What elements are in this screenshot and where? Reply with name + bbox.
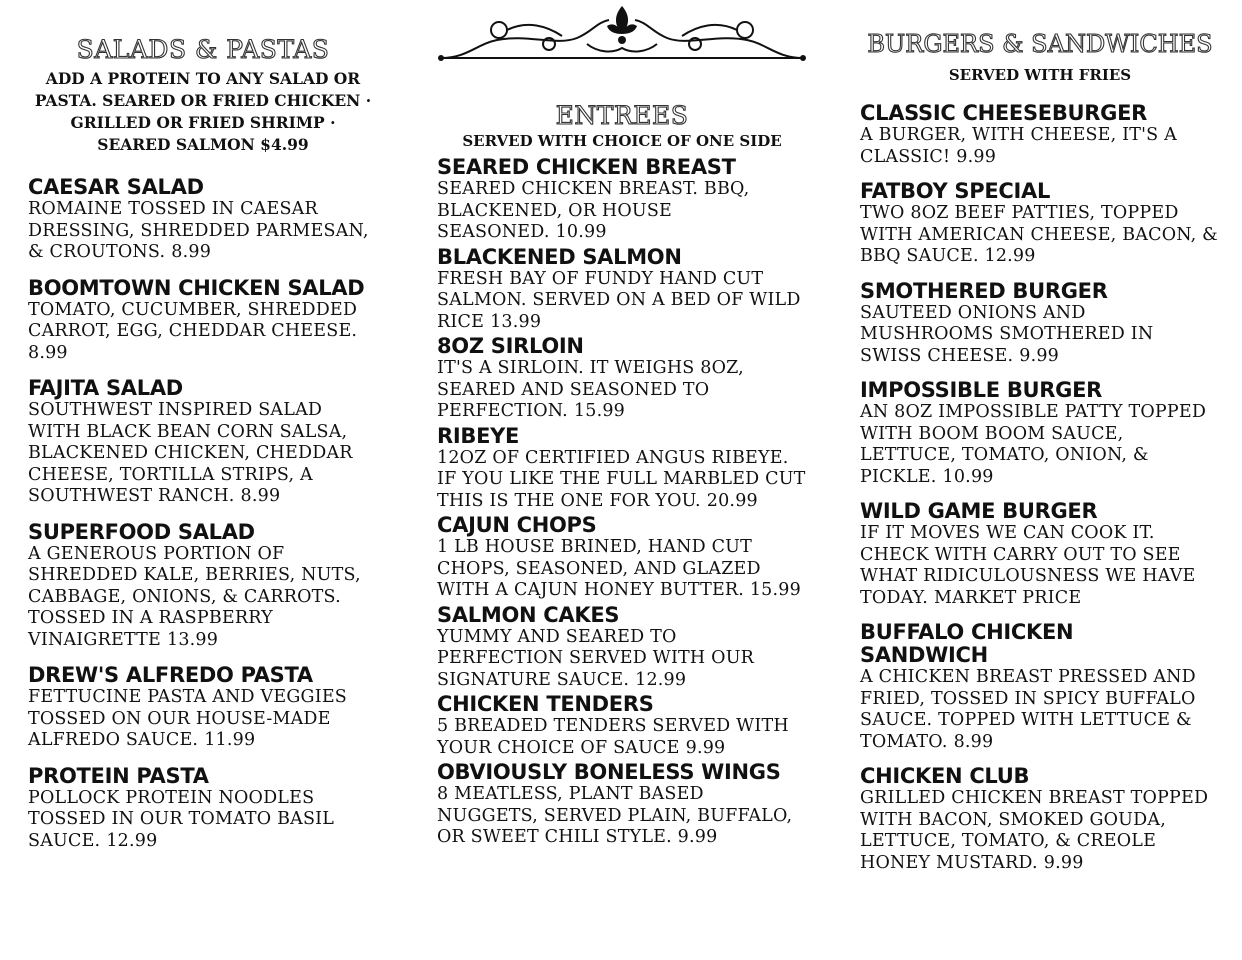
menu-item (437, 693, 807, 759)
item-description (860, 203, 1220, 268)
item-price: 8.99 (953, 731, 994, 752)
item-name: DREW'S ALFREDO PASTA (28, 663, 313, 687)
item-price: 13.99 (167, 629, 219, 650)
item-price: 13.99 (490, 311, 542, 332)
item-description (437, 784, 807, 849)
item-name: 8OZ SIRLOIN (437, 334, 584, 358)
item-price: 20.99 (706, 490, 758, 511)
item-price: 9.99 (685, 737, 726, 758)
item-description (28, 687, 378, 752)
menu-item (28, 176, 378, 264)
item-name: RIBEYE (437, 423, 520, 448)
item-price: 9.99 (677, 827, 718, 847)
menu-item (860, 280, 1220, 368)
item-name: SEARED CHICKEN BREAST (437, 155, 736, 179)
item-price: 8.99 (240, 486, 281, 506)
protein-addon-note: ADD A PROTEIN TO ANY SALAD OR PASTA. SEARED OR FRIED CHICKEN · GRILLED OR FRIED SHRIMP · SEARED SALMON $4.99 (34, 69, 372, 154)
item-desc-text: FETTUCINE PASTA AND VEGGIES TOSSED ON OUR HOUSE-MADE ALFREDO SAUCE. (28, 687, 347, 750)
item-name: FATBOY SPECIAL (860, 179, 1051, 203)
menu-item (28, 765, 378, 853)
item-description (437, 627, 807, 692)
item-name: BUFFALO CHICKEN SANDWICH (860, 620, 1074, 667)
item-description (437, 716, 807, 759)
section-title-entrees: ENTREES (555, 101, 689, 130)
item-desc-text: 1 LB HOUSE BRINED, HAND CUT CHOPS, SEASONED, AND GLAZED WITH A CAJUN HONEY BUTTER. (437, 537, 761, 600)
item-desc-text: TWO 8OZ BEEF PATTIES, TOPPED WITH AMERICAN CHEESE, BACON, & BBQ SAUCE. (860, 203, 1218, 266)
item-desc-text: 8 MEATLESS, PLANT BASED NUGGETS, SERVED PLAIN, BUFFALO, OR SWEET CHILI STYLE. (437, 784, 793, 847)
menu-item (860, 379, 1220, 488)
menu-item (28, 377, 378, 508)
item-desc-text: IT'S A SIRLOIN. IT WEIGHS 8OZ, SEARED AND SEASONED TO PERFECTION. (437, 358, 744, 421)
item-price: 12.99 (984, 246, 1036, 266)
salads-pastas-column (28, 0, 378, 865)
item-name: BLACKENED SALMON (437, 244, 682, 269)
item-price: 12.99 (106, 830, 158, 851)
item-price: 9.99 (956, 146, 997, 167)
menu-item (437, 761, 807, 849)
item-desc-text: FRESH BAY OF FUNDY HAND CUT SALMON. SERVED ON A BED OF WILD RICE (437, 268, 801, 332)
item-description (437, 358, 807, 423)
menu-item (28, 664, 378, 752)
item-name: CAJUN CHOPS (437, 513, 597, 537)
item-name: PROTEIN PASTA (28, 763, 209, 788)
menu-item (860, 621, 1220, 753)
section-title-burgers-sandwiches: BURGERS & SANDWICHES (867, 30, 1213, 58)
item-price: 12.99 (635, 669, 687, 690)
item-name: WILD GAME BURGER (860, 499, 1098, 523)
item-price: 10.99 (942, 466, 994, 487)
item-desc-text: TOMATO, CUCUMBER, SHREDDED CARROT, EGG, CHEDDAR CHEESE. (28, 299, 358, 341)
item-desc-text: SOUTHWEST INSPIRED SALAD WITH BLACK BEAN CORN SALSA, BLACKENED CHICKEN, CHEDDAR CHEESE, TORTILLA STRIPS, A SOUTHWEST RANCH. (28, 400, 353, 506)
item-description (437, 269, 807, 334)
item-name: CAESAR SALAD (28, 175, 204, 199)
menu-item (28, 277, 378, 365)
item-description (437, 448, 807, 513)
menu-item (28, 521, 378, 652)
item-description (28, 544, 378, 652)
entrees-subtitle: SERVED WITH CHOICE OF ONE SIDE (462, 132, 782, 150)
menu-item (860, 102, 1220, 168)
item-name: SUPERFOOD SALAD (28, 519, 255, 544)
item-desc-text: AN 8OZ IMPOSSIBLE PATTY TOPPED WITH BOOM BOOM SAUCE, LETTUCE, TOMATO, ONION, & PICKLE. (860, 402, 1207, 487)
item-price: MARKET PRICE (934, 587, 1082, 608)
entrees-column (437, 0, 807, 851)
item-description (28, 788, 378, 853)
item-desc-text: A GENEROUS PORTION OF SHREDDED KALE, BERRIES, NUTS, CABBAGE, ONIONS, & CARROTS. TOSSED IN A RASPBERRY VINAIGRETTE (28, 543, 361, 650)
item-price: 9.99 (1043, 852, 1084, 873)
item-name: OBVIOUSLY BONELESS WINGS (437, 760, 781, 784)
item-desc-text: SAUTEED ONIONS AND MUSHROOMS SMOTHERED IN SWISS CHEESE. (860, 302, 1154, 366)
item-price: 8.99 (28, 342, 68, 363)
item-desc-text: SEARED CHICKEN BREAST. BBQ, BLACKENED, OR HOUSE SEASONED. (437, 179, 750, 242)
item-desc-text: 12OZ OF CERTIFIED ANGUS RIBEYE. IF YOU LIKE THE FULL MARBLED CUT THIS IS THE ONE FOR YOU. (437, 447, 806, 511)
item-description (860, 667, 1220, 753)
item-name: CHICKEN CLUB (860, 764, 1030, 788)
scroll-flourish-icon (437, 0, 807, 70)
item-description (28, 199, 378, 264)
burgers-sandwiches-column (860, 0, 1220, 886)
item-description (437, 537, 807, 602)
item-price: 9.99 (1019, 345, 1060, 366)
item-desc-text: GRILLED CHICKEN BREAST TOPPED WITH BACON, SMOKED GOUDA, LETTUCE, TOMATO, & CREOLE HONEY MUSTARD. (860, 788, 1209, 873)
item-desc-text: IF IT MOVES WE CAN COOK IT. CHECK WITH CARRY OUT TO SEE WHAT RIDICULOUSNESS WE HAVE TODAY. (860, 523, 1196, 608)
item-name: SMOTHERED BURGER (860, 278, 1108, 303)
menu-item (437, 156, 807, 244)
item-description (860, 523, 1220, 609)
item-description (860, 788, 1220, 874)
item-description (860, 402, 1220, 488)
item-desc-text: YUMMY AND SEARED TO PERFECTION SERVED WITH OUR SIGNATURE SAUCE. (437, 626, 755, 690)
item-price: 15.99 (749, 580, 801, 600)
item-description (860, 303, 1220, 368)
item-description (860, 125, 1220, 168)
menu-item (860, 180, 1220, 268)
menu-item (437, 246, 807, 334)
menu-item (437, 425, 807, 513)
menu-item (437, 604, 807, 692)
section-title-salads-pastas: SALADS & PASTAS (76, 35, 330, 64)
item-name: IMPOSSIBLE BURGER (860, 378, 1102, 402)
item-name: BOOMTOWN CHICKEN SALAD (28, 275, 365, 300)
item-price: 15.99 (573, 401, 626, 421)
item-price: 10.99 (555, 222, 607, 242)
item-desc-text: A BURGER, WITH CHEESE, IT'S A CLASSIC! (860, 125, 1177, 167)
item-name: SALMON CAKES (437, 602, 620, 627)
item-desc-text: 5 BREADED TENDERS SERVED WITH YOUR CHOICE OF SAUCE (437, 716, 789, 758)
item-desc-text: POLLOCK PROTEIN NOODLES TOSSED IN OUR TOMATO BASIL SAUCE. (28, 787, 335, 851)
burgers-subtitle: SERVED WITH FRIES (948, 66, 1132, 84)
item-price: 8.99 (171, 242, 212, 262)
menu-item (437, 335, 807, 423)
menu-item (860, 765, 1220, 874)
item-name: CLASSIC CHEESEBURGER (860, 101, 1148, 125)
item-name: CHICKEN TENDERS (437, 692, 654, 716)
item-price: 11.99 (204, 730, 256, 750)
menu-item (860, 500, 1220, 609)
menu-item (437, 514, 807, 602)
item-description (28, 400, 378, 508)
item-desc-text: A CHICKEN BREAST PRESSED AND FRIED, TOSSED IN SPICY BUFFALO SAUCE. TOPPED WITH LETTUCE & TOMATO. (860, 667, 1196, 752)
item-name: FAJITA SALAD (28, 376, 183, 400)
item-desc-text: ROMAINE TOSSED IN CAESAR DRESSING, SHREDDED PARMESAN, & CROUTONS. (28, 199, 369, 262)
item-description (437, 179, 807, 244)
item-description (28, 300, 378, 365)
